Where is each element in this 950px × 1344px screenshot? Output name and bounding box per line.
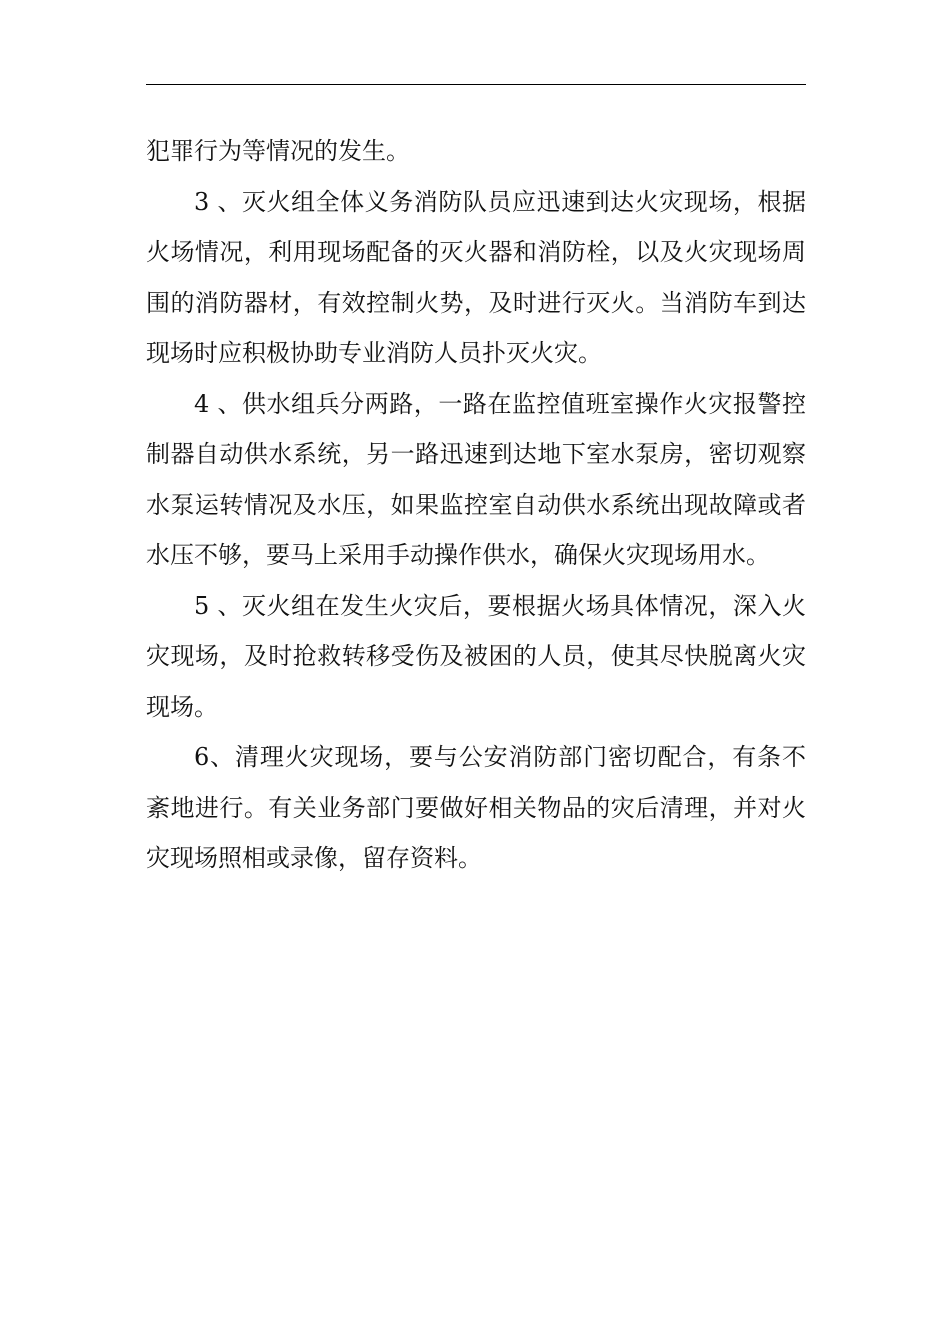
paragraph-item-5: 5 、灭火组在发生火灾后，要根据火场具体情况，深入火灾现场，及时抢救转移受伤及被困的人员，使其尽快脱离火灾现场。 <box>146 591 806 721</box>
paragraph-continuation: 犯罪行为等情况的发生。 <box>146 137 410 165</box>
paragraph-item-4: 4 、供水组兵分两路，一路在监控值班室操作火灾报警控制器自动供水系统，另一路迅速到达地下室水泵房，密切观察水泵运转情况及水压，如果监控室自动供水系统出现故障或者水压不够，要马上采用手动操作供水，确保火灾现场用水。 <box>146 389 806 569</box>
document-body <box>146 126 806 884</box>
paragraph-item-3: 3 、灭火组全体义务消防队员应迅速到达火灾现场，根据火场情况，利用现场配备的灭火器和消防栓，以及火灾现场周围的消防器材，有效控制火势，及时进行灭火。当消防车到达现场时应积极协助专业消防人员扑灭火灾。 <box>146 187 806 367</box>
paragraph-item-6: 6、清理火灾现场，要与公安消防部门密切配合，有条不紊地进行。有关业务部门要做好相关物品的灾后清理，并对火灾现场照相或录像，留存资料。 <box>146 743 806 872</box>
header-rule <box>146 84 806 85</box>
